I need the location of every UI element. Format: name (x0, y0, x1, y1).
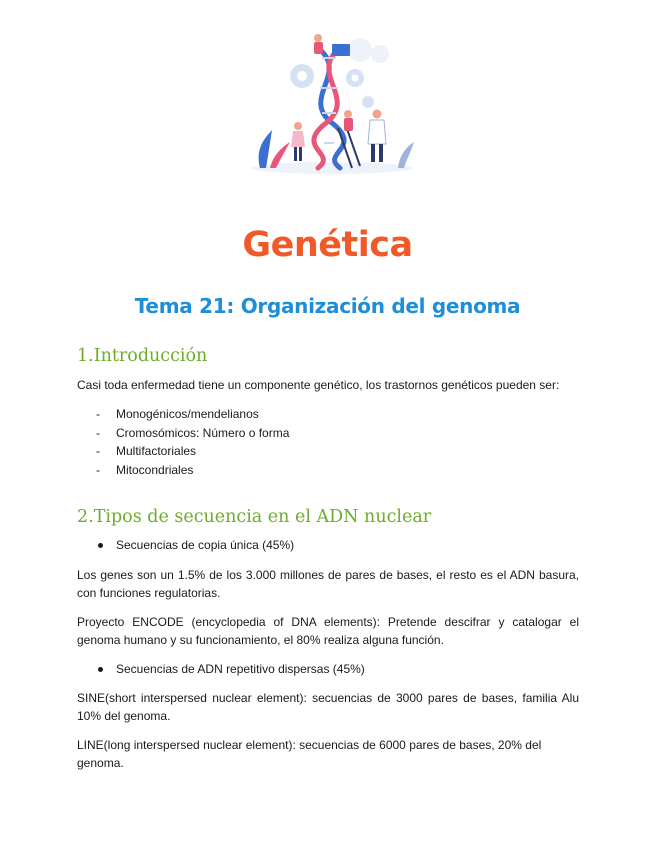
section-heading-introduccion: 1.Introducción (77, 346, 208, 366)
list-dash: - (96, 463, 100, 477)
bullet-dot (98, 667, 103, 672)
list-dash: - (96, 444, 100, 458)
paragraph: SINE(short interspersed nuclear element): secuencias de 3000 pares de bases, familia Alu 10% del genoma. (77, 691, 579, 723)
page-title: Genética (242, 225, 413, 265)
page-subtitle: Tema 21: Organización del genoma (134, 294, 521, 318)
bullet-item: Secuencias de copia única (45%) (116, 538, 295, 552)
bullet-dot (98, 543, 103, 548)
section-heading-tipos-secuencia: 2.Tipos de secuencia en el ADN nuclear (77, 507, 432, 527)
paragraph: Proyecto ENCODE (encyclopedia of DNA elements): Pretende descifrar y catalogar el genoma humano y su funcionamiento, el 80% realiza alguna función. (77, 615, 579, 647)
paragraph: LINE(long interspersed nuclear element): secuencias de 6000 pares de bases, 20% del genoma. (77, 738, 542, 770)
list-item: Monogénicos/mendelianos (116, 407, 259, 421)
list-item: Mitocondriales (116, 463, 194, 477)
bullet-item: Secuencias de ADN repetitivo dispersas (45%) (116, 662, 365, 676)
list-dash: - (96, 426, 100, 440)
paragraph: Los genes son un 1.5% de los 3.000 millones de pares de bases, el resto es el ADN basura, con funciones regulatorias. (77, 568, 579, 600)
dna-scientists-illustration-icon (240, 18, 425, 178)
list-item: Multifactoriales (116, 444, 197, 458)
intro-paragraph: Casi toda enfermedad tiene un componente genético, los trastornos genéticos pueden ser: (77, 378, 560, 392)
list-dash: - (96, 407, 100, 421)
list-item: Cromosómicos: Número o forma (116, 426, 290, 440)
